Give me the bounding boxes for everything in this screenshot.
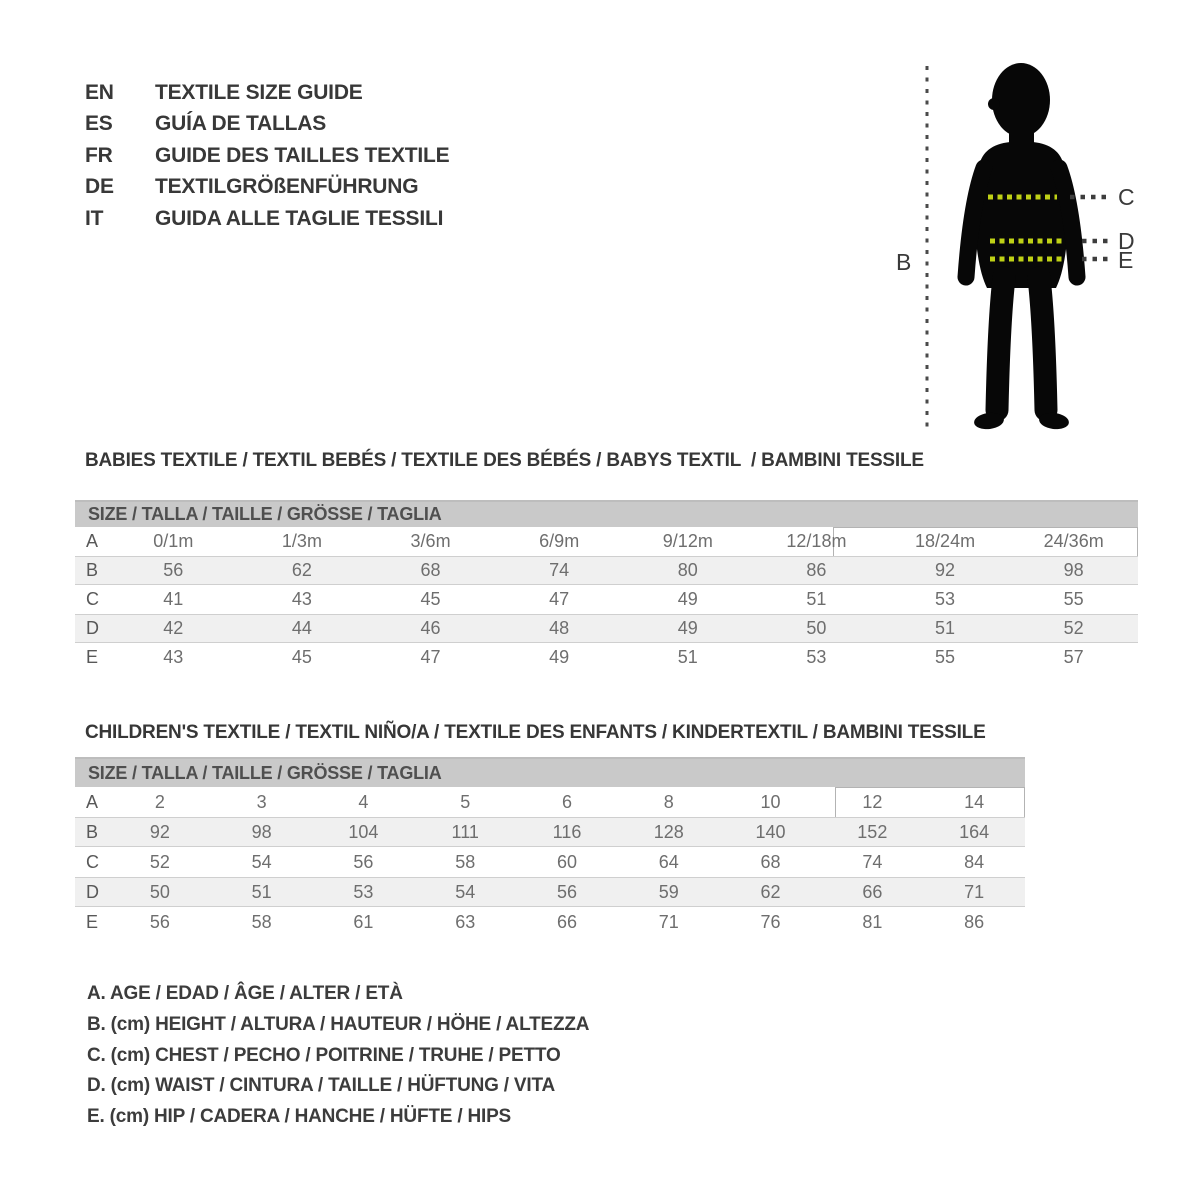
child-silhouette-figure xyxy=(880,40,1200,460)
cell-value: 64 xyxy=(658,851,679,872)
cell-value: 116 xyxy=(552,821,582,842)
cell-value: 2 xyxy=(154,791,165,812)
babies-size-table xyxy=(75,500,1138,672)
legend-line: D. (cm) WAIST / CINTURA / TAILLE / HÜFTUNG / VITA xyxy=(87,1075,555,1097)
cell-value: 51 xyxy=(806,589,827,609)
cell-value: 66 xyxy=(862,881,883,902)
cell-value: 68 xyxy=(420,560,441,580)
cell-value: 50 xyxy=(806,618,827,638)
table-row xyxy=(75,847,1025,877)
cell-value: 81 xyxy=(862,911,883,932)
children-section-heading: CHILDREN'S TEXTILE / TEXTIL NIÑO/A / TEXTILE DES ENFANTS / KINDERTEXTIL / BAMBINI TESSILE xyxy=(85,722,986,743)
cell-value: 86 xyxy=(964,911,985,932)
table-row xyxy=(75,527,1138,556)
table-row xyxy=(75,877,1025,907)
cell-value: 63 xyxy=(455,911,476,932)
language-code: ES xyxy=(85,112,113,136)
table-row xyxy=(75,787,1025,817)
row-label: E xyxy=(86,647,99,667)
language-code: IT xyxy=(85,206,104,230)
language-row xyxy=(85,140,449,172)
cell-value: 49 xyxy=(677,589,698,609)
language-title: GUIDA ALLE TAGLIE TESSILI xyxy=(155,206,444,230)
cell-value: 62 xyxy=(760,881,781,902)
language-row xyxy=(85,203,449,235)
cell-value: 62 xyxy=(291,560,312,580)
row-label: C xyxy=(86,851,99,872)
cell-value: 59 xyxy=(658,881,679,902)
cell-value: 92 xyxy=(149,821,170,842)
cell-value: 18/24m xyxy=(915,531,976,551)
legend-line: B. (cm) HEIGHT / ALTURA / HAUTEUR / HÖHE / ALTEZZA xyxy=(87,1014,590,1036)
waist-label: D xyxy=(1118,228,1135,254)
cell-value: 5 xyxy=(460,791,471,812)
cell-value: 51 xyxy=(677,647,698,667)
cell-value: 48 xyxy=(549,618,570,638)
cell-value: 12 xyxy=(862,791,883,812)
row-label: D xyxy=(86,618,99,638)
cell-value: 76 xyxy=(760,911,781,932)
cell-value: 10 xyxy=(760,791,781,812)
cell-value: 53 xyxy=(353,881,374,902)
cell-value: 98 xyxy=(1063,560,1084,580)
legend-line: C. (cm) CHEST / PECHO / POITRINE / TRUHE / PETTO xyxy=(87,1044,561,1066)
legend-line: A. AGE / EDAD / ÂGE / ALTER / ETÀ xyxy=(87,983,403,1005)
cell-value: 52 xyxy=(149,851,170,872)
cell-value: 58 xyxy=(455,851,476,872)
children-size-table xyxy=(75,757,1025,937)
language-row xyxy=(85,77,449,109)
cell-value: 49 xyxy=(549,647,570,667)
legend-line: E. (cm) HIP / CADERA / HANCHE / HÜFTE / HIPS xyxy=(87,1106,512,1128)
cell-value: 104 xyxy=(348,821,379,842)
row-label: D xyxy=(86,881,99,902)
cell-value: 8 xyxy=(663,791,674,812)
table-row xyxy=(75,907,1025,937)
language-row xyxy=(85,172,449,204)
cell-value: 47 xyxy=(549,589,570,609)
cell-value: 51 xyxy=(251,881,272,902)
cell-value: 140 xyxy=(755,821,786,842)
cell-value: 47 xyxy=(420,647,441,667)
cell-value: 53 xyxy=(935,589,956,609)
cell-value: 61 xyxy=(353,911,374,932)
cell-value: 68 xyxy=(760,851,781,872)
cell-value: 3/6m xyxy=(410,531,451,551)
cell-value: 45 xyxy=(291,647,312,667)
cell-value: 0/1m xyxy=(153,531,194,551)
cell-value: 111 xyxy=(451,821,479,842)
language-row xyxy=(85,109,449,141)
table-row xyxy=(75,556,1138,585)
cell-value: 152 xyxy=(857,821,888,842)
row-label: A xyxy=(86,531,99,551)
cell-value: 1/3m xyxy=(281,531,322,551)
cell-value: 56 xyxy=(556,881,577,902)
cell-value: 45 xyxy=(420,589,441,609)
table-header-band: SIZE / TALLA / TAILLE / GRÖSSE / TAGLIA xyxy=(75,757,1025,787)
hip-label: E xyxy=(1118,247,1134,273)
measurement-legend xyxy=(87,979,589,1132)
row-label: B xyxy=(86,560,99,580)
cell-value: 53 xyxy=(806,647,827,667)
cell-value: 55 xyxy=(1063,589,1084,609)
right-leg-shape xyxy=(1039,278,1046,410)
cell-value: 42 xyxy=(163,618,184,638)
cell-value: 14 xyxy=(964,791,985,812)
cell-value: 3 xyxy=(256,791,267,812)
cell-value: 128 xyxy=(653,821,684,842)
child-silhouette xyxy=(966,63,1077,431)
language-title: GUIDE DES TAILLES TEXTILE xyxy=(155,143,450,167)
row-label: A xyxy=(86,791,99,812)
language-code: DE xyxy=(85,175,114,199)
table-row xyxy=(75,817,1025,847)
table-row xyxy=(75,643,1138,672)
cell-value: 52 xyxy=(1063,618,1084,638)
table-row xyxy=(75,614,1138,643)
language-title-list xyxy=(85,77,449,235)
table-header-band: SIZE / TALLA / TAILLE / GRÖSSE / TAGLIA xyxy=(75,500,1138,527)
cell-value: 12/18m xyxy=(786,531,847,551)
cell-value: 43 xyxy=(163,647,184,667)
cell-value: 46 xyxy=(420,618,441,638)
language-code: EN xyxy=(85,80,114,104)
cell-value: 92 xyxy=(935,560,956,580)
cell-value: 84 xyxy=(964,851,985,872)
cell-value: 56 xyxy=(149,911,170,932)
table-row xyxy=(75,585,1138,614)
cell-value: 54 xyxy=(251,851,272,872)
cell-value: 54 xyxy=(455,881,476,902)
cell-value: 41 xyxy=(163,589,184,609)
cell-value: 60 xyxy=(556,851,577,872)
cell-value: 98 xyxy=(251,821,272,842)
height-label: B xyxy=(896,249,912,275)
cell-value: 71 xyxy=(964,881,985,902)
ear-shape xyxy=(988,98,1000,110)
left-leg-shape xyxy=(997,278,1004,410)
cell-value: 164 xyxy=(959,821,990,842)
row-label: E xyxy=(86,911,99,932)
language-title: TEXTILGRÖßENFÜHRUNG xyxy=(155,175,419,199)
cell-value: 86 xyxy=(806,560,827,580)
cell-value: 74 xyxy=(549,560,570,580)
cell-value: 51 xyxy=(935,618,956,638)
language-title: GUÍA DE TALLAS xyxy=(155,112,327,136)
cell-value: 57 xyxy=(1063,647,1084,667)
cell-value: 71 xyxy=(658,911,679,932)
cell-value: 74 xyxy=(862,851,883,872)
cell-value: 49 xyxy=(677,618,698,638)
cell-value: 80 xyxy=(677,560,698,580)
cell-value: 66 xyxy=(556,911,577,932)
cell-value: 6 xyxy=(561,791,572,812)
chest-label: C xyxy=(1118,184,1135,210)
cell-value: 55 xyxy=(935,647,956,667)
cell-value: 56 xyxy=(163,560,184,580)
cell-value: 43 xyxy=(291,589,312,609)
language-title: TEXTILE SIZE GUIDE xyxy=(155,80,363,104)
cell-value: 9/12m xyxy=(662,531,713,551)
babies-section-heading: BABIES TEXTILE / TEXTIL BEBÉS / TEXTILE DES BÉBÉS / BABYS TEXTIL / BAMBINI TESSILE xyxy=(85,450,924,471)
cell-value: 44 xyxy=(291,618,312,638)
cell-value: 58 xyxy=(251,911,272,932)
row-label: C xyxy=(86,589,99,609)
cell-value: 50 xyxy=(149,881,170,902)
row-label: B xyxy=(86,821,99,842)
cell-value: 4 xyxy=(358,791,369,812)
cell-value: 6/9m xyxy=(539,531,580,551)
cell-value: 56 xyxy=(353,851,374,872)
language-code: FR xyxy=(85,143,113,167)
cell-value: 24/36m xyxy=(1043,531,1104,551)
